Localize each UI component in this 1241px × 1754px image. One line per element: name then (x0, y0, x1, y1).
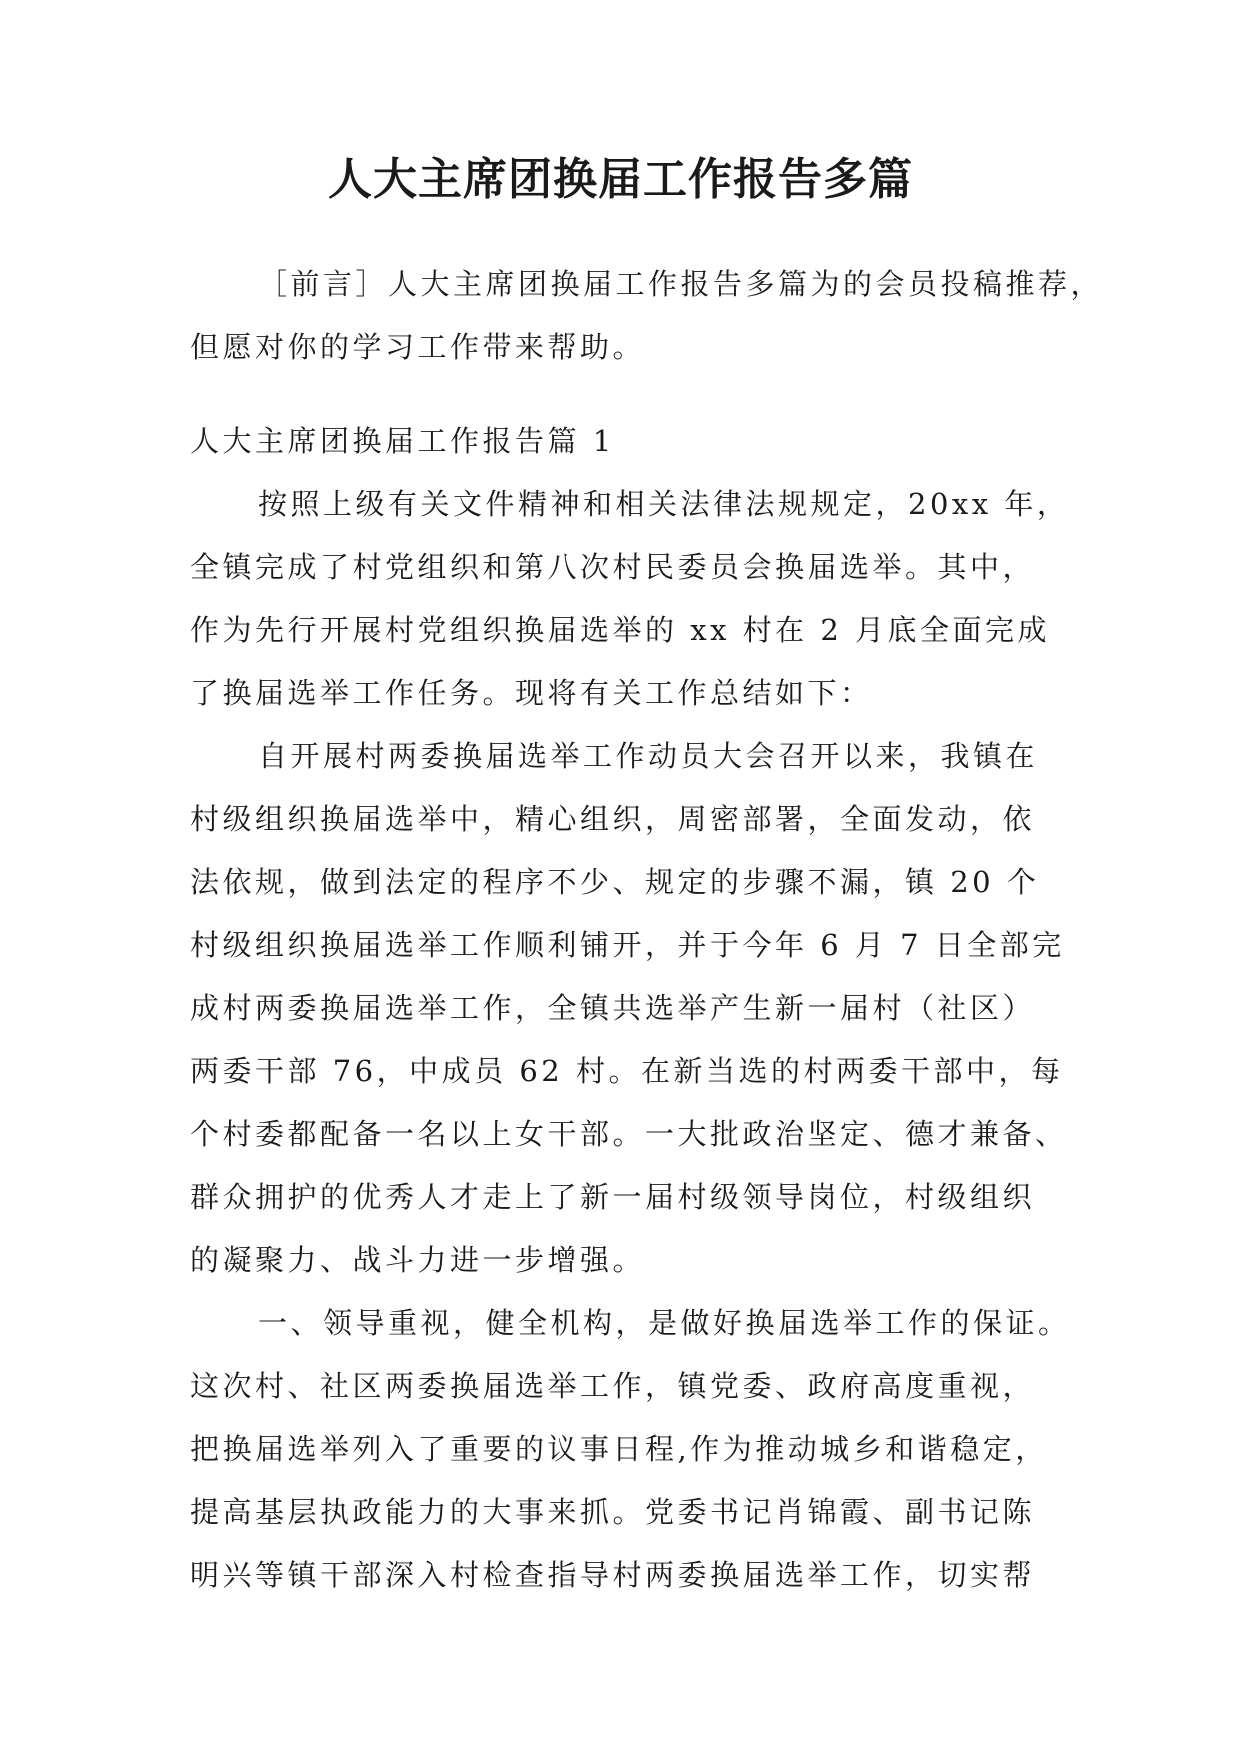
section-heading-text: 人大主席团换届工作报告篇 1 (190, 424, 615, 458)
paragraph-line: 了换届选举工作任务。现将有关工作总结如下： (190, 676, 873, 710)
paragraph-line: 个村委都配备一名以上女干部。一大批政治坚定、德才兼备、 (190, 1117, 1068, 1151)
preface-line: ［前言］人大主席团换届工作报告多篇为的会员投稿推荐， (258, 267, 1104, 301)
paragraph-line: 一、领导重视，健全机构，是做好换届选举工作的保证。 (258, 1306, 1071, 1340)
paragraph-line: 按照上级有关文件精神和相关法律法规规定，20xx 年， (258, 487, 1070, 521)
paragraph-line: 两委干部 76，中成员 62 村。在新当选的村两委干部中，每 (190, 1054, 1064, 1088)
paragraph-1 (190, 473, 1070, 725)
paragraph-2 (190, 725, 1068, 1292)
paragraph-line: 成村两委换届选举工作，全镇共选举产生新一届村（社区） (190, 991, 1036, 1025)
preface-line: 但愿对你的学习工作带来帮助。 (190, 330, 646, 364)
paragraph-line: 把换届选举列入了重要的议事日程,作为推动城乡和谐稳定， (190, 1432, 1048, 1466)
paragraph-line: 这次村、社区两委换届选举工作，镇党委、政府高度重视， (190, 1369, 1036, 1403)
paragraph-line: 明兴等镇干部深入村检查指导村两委换届选举工作，切实帮 (190, 1558, 1036, 1592)
paragraph-line: 作为先行开展村党组织换届选举的 xx 村在 2 月底全面完成 (190, 613, 1051, 647)
paragraph-line: 村级组织换届选举中，精心组织，周密部署，全面发动，依 (190, 802, 1036, 836)
paragraph-line: 法依规，做到法定的程序不少、规定的步骤不漏，镇 20 个 (190, 865, 1040, 899)
paragraph-line: 提高基层执政能力的大事来抓。党委书记肖锦霞、副书记陈 (190, 1495, 1036, 1529)
document-title: 人大主席团换届工作报告多篇 (328, 154, 913, 205)
paragraph-line: 自开展村两委换届选举工作动员大会召开以来，我镇在 (258, 739, 1039, 773)
paragraph-3 (190, 1292, 1071, 1607)
paragraph-line: 群众拥护的优秀人才走上了新一届村级领导岗位，村级组织 (190, 1180, 1036, 1214)
paragraph-line: 村级组织换届选举工作顺利铺开，并于今年 6 月 7 日全部完 (190, 928, 1065, 962)
section-heading (190, 410, 1060, 473)
preface-paragraph (190, 253, 1104, 379)
paragraph-line: 的凝聚力、战斗力进一步增强。 (190, 1243, 646, 1277)
paragraph-line: 全镇完成了村党组织和第八次村民委员会换届选举。其中， (190, 550, 1036, 584)
